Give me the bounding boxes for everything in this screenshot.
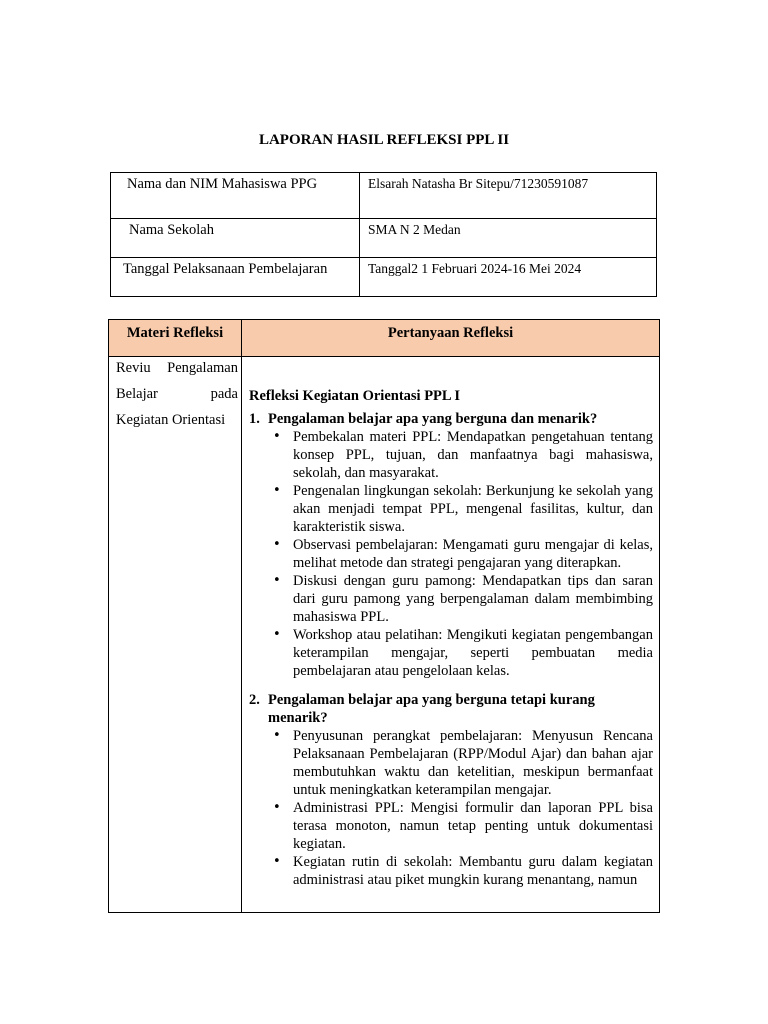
identity-value: Elsarah Natasha Br Sitepu/71230591087 bbox=[360, 173, 657, 219]
bullet-item: • Diskusi dengan guru pamong: Mendapatkan tips dan saran dari guru pamong yang berpengalaman dalam membimbing mahasiswa PPL. bbox=[293, 572, 653, 626]
bullet-item: • Penyusunan perangkat pembelajaran: Menyusun Rencana Pelaksanaan Pembelajaran (RPP/Modul Ajar) dan bahan ajar membutuhkan waktu dan ketelitian, meskipun bermanfaat untuk meningkatkan keterampilan mengajar. bbox=[293, 727, 653, 799]
bullet-item: • Administrasi PPL: Mengisi formulir dan laporan PPL bisa terasa monoton, namun tetap penting untuk dokumentasi kegiatan. bbox=[293, 799, 653, 853]
identity-value: Tanggal2 1 Februari 2024-16 Mei 2024 bbox=[360, 258, 657, 297]
bullet-list bbox=[249, 428, 653, 680]
bullet-list bbox=[249, 727, 653, 889]
bullet-item: • Kegiatan rutin di sekolah: Membantu guru dalam kegiatan administrasi atau piket mungkin kurang menantang, namun bbox=[293, 853, 653, 889]
bullet-item: • Workshop atau pelatihan: Mengikuti kegiatan pengembangan keterampilan mengajar, seperti pembuatan media pembelajaran atau pengelolaan kelas. bbox=[293, 626, 653, 680]
document-title: LAPORAN HASIL REFLEKSI PPL II bbox=[258, 132, 510, 148]
reflection-header-row bbox=[109, 320, 660, 357]
question-number: 1. bbox=[249, 411, 260, 427]
bullet-item: • Pengenalan lingkungan sekolah: Berkunjung ke sekolah yang akan menjadi tempat PPL, mengenal fasilitas, kultur, dan karakteristik siswa. bbox=[293, 482, 653, 536]
question-text: Pengalaman belajar apa yang berguna dan menarik? bbox=[268, 411, 598, 427]
identity-label: Tanggal Pelaksanaan Pembelajaran bbox=[111, 258, 360, 297]
identity-row-school bbox=[111, 219, 657, 258]
reflection-table bbox=[108, 319, 660, 913]
identity-label: Nama Sekolah bbox=[111, 219, 360, 258]
materi-line bbox=[116, 411, 238, 437]
identity-row-nim bbox=[111, 173, 657, 219]
materi-word: Kegiatan Orientasi bbox=[116, 412, 226, 428]
question-text: Pengalaman belajar apa yang berguna tetapi kurang menarik? bbox=[268, 692, 595, 726]
bullet-item: • Observasi pembelajaran: Mengamati guru mengajar di kelas, melihat metode dan strategi pengajaran yang diterapkan. bbox=[293, 536, 653, 572]
header-pertanyaan: Pertanyaan Refleksi bbox=[242, 320, 660, 357]
pertanyaan-cell bbox=[242, 357, 660, 913]
materi-word: Pengalaman bbox=[167, 360, 238, 376]
question-title bbox=[249, 410, 653, 428]
materi-line bbox=[116, 359, 238, 385]
materi-word: Reviu bbox=[116, 360, 151, 376]
identity-row-date bbox=[111, 258, 657, 297]
materi-word: pada bbox=[210, 386, 238, 402]
question-item bbox=[249, 691, 653, 889]
identity-value: SMA N 2 Medan bbox=[360, 219, 657, 258]
question-list bbox=[249, 410, 653, 889]
identity-table bbox=[110, 172, 657, 297]
question-title bbox=[249, 691, 653, 727]
materi-cell bbox=[109, 357, 242, 913]
materi-line bbox=[116, 385, 238, 411]
question-item bbox=[249, 410, 653, 680]
section-title: Refleksi Kegiatan Orientasi PPL I bbox=[249, 388, 461, 404]
reflection-row bbox=[109, 357, 660, 913]
question-number: 2. bbox=[249, 692, 260, 708]
materi-word: Belajar bbox=[116, 386, 158, 402]
header-materi: Materi Refleksi bbox=[109, 320, 242, 357]
identity-label: Nama dan NIM Mahasiswa PPG bbox=[111, 173, 360, 219]
bullet-item: • Pembekalan materi PPL: Mendapatkan pengetahuan tentang konsep PPL, tujuan, dan manfaatnya bagi mahasiswa, sekolah, dan masyarakat. bbox=[293, 428, 653, 482]
